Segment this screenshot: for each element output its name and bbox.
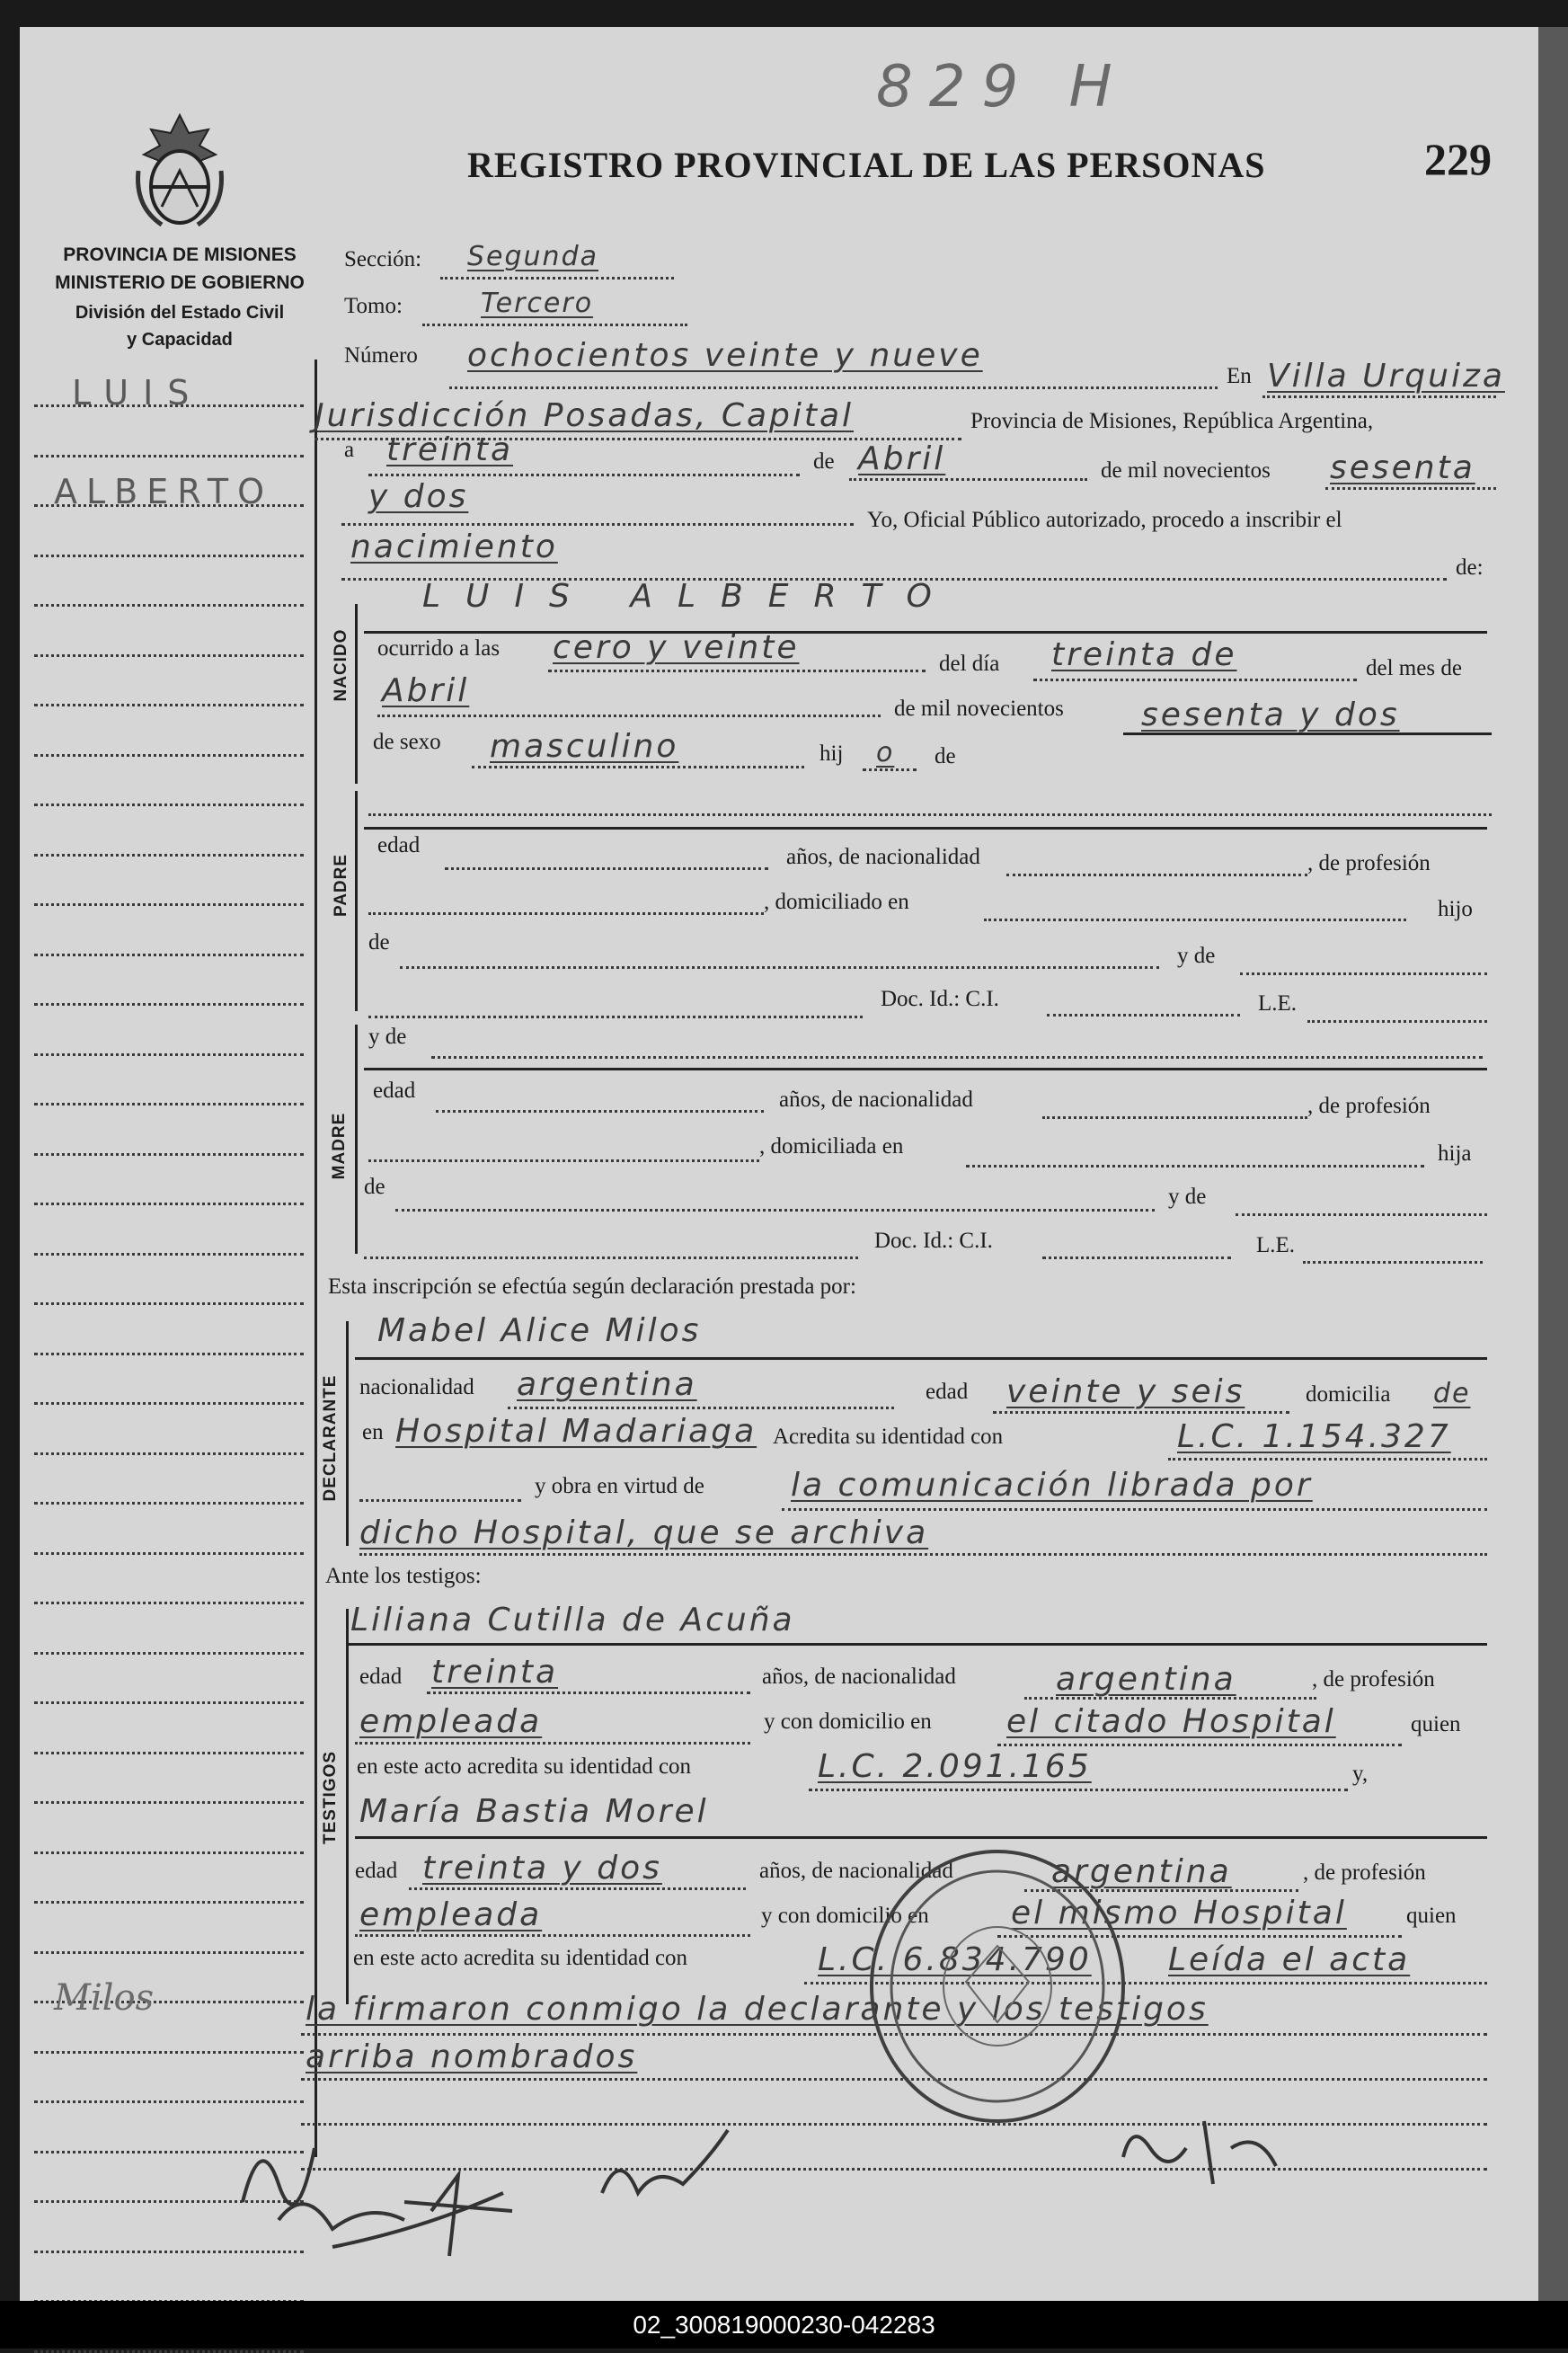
a-line	[368, 474, 800, 476]
t1-domicilio-label: y con domicilio en	[764, 1709, 932, 1734]
padre-yde-line	[1240, 972, 1487, 975]
madre-yde-top-line	[431, 1056, 1483, 1059]
t2-prof-value: empleada	[359, 1896, 543, 1933]
t1-edad-value: treinta	[431, 1654, 559, 1691]
left-header-line-3: División del Estado Civil	[75, 303, 285, 323]
t1-nac-value: argentina	[1056, 1661, 1236, 1698]
margin-rule-line	[34, 1402, 304, 1405]
hora-line	[548, 670, 926, 672]
t2-quien-label: quien	[1406, 1904, 1457, 1928]
obra-label: y obra en virtud de	[535, 1474, 704, 1498]
nacido-de-label: de	[935, 744, 956, 768]
yo-text: Yo, Oficial Público autorizado, procedo a inscribir el	[867, 508, 1342, 532]
acredita-label: Acredita su identidad con	[773, 1425, 1004, 1449]
t1-id-value: L.C. 2.091.165	[818, 1748, 1092, 1785]
t2-domicilio-label: y con domicilio en	[761, 1904, 929, 1928]
nacido-mil-label: de mil novecientos	[894, 697, 1064, 721]
margin-rule-line	[34, 954, 304, 956]
madre-yde-line	[1236, 1213, 1487, 1216]
margin-rule-line	[34, 1752, 304, 1754]
declarante-intro: Esta inscripción se efectúa según declaración prestada por:	[328, 1274, 856, 1299]
t1-quien-label: quien	[1411, 1712, 1461, 1736]
acredita-value: L.C. 1.154.327	[1177, 1418, 1451, 1455]
t1-dom-value: el citado Hospital	[1006, 1703, 1336, 1740]
mes-label: del mes de	[1366, 656, 1462, 680]
nacido-name-line	[364, 631, 1487, 634]
margin-rule-line	[34, 1203, 304, 1205]
margin-rule-line	[34, 1003, 304, 1006]
declarante-name-value: Mabel Alice Milos	[377, 1312, 702, 1349]
margin-rule-line	[34, 804, 304, 806]
act-value: nacimiento	[350, 528, 558, 565]
padre-yde-label: y de	[1177, 944, 1216, 968]
left-header-line-1: PROVINCIA DE MISIONES	[63, 244, 297, 265]
margin-rule-line	[34, 654, 304, 657]
tomo-label: Tomo:	[344, 294, 403, 318]
margin-rule-line	[34, 1053, 304, 1056]
madre-prof-line	[368, 1159, 759, 1162]
margin-rule-line	[34, 1253, 304, 1256]
nacido-section-label: NACIDO	[332, 628, 350, 702]
madre-le-label: L.E.	[1256, 1233, 1296, 1257]
seccion-line	[440, 277, 674, 280]
t1-name-value: Liliana Cutilla de Acuña	[350, 1602, 795, 1638]
declarante-edad-value: veinte y seis	[1006, 1373, 1245, 1410]
declarante-en-label: en	[362, 1420, 384, 1444]
padre-edad-line	[445, 867, 768, 870]
testigos-section-label: TESTIGOS	[321, 1750, 340, 1845]
mes-value: Abril	[382, 672, 470, 709]
numero-label: Número	[344, 343, 418, 368]
sexo-line	[472, 766, 804, 768]
year-value: sesenta	[1330, 449, 1475, 486]
page-number: 229	[1424, 134, 1492, 184]
madre-yde-label: y de	[1168, 1185, 1207, 1209]
madre-hija-label: hija	[1438, 1141, 1472, 1166]
margin-divider	[314, 360, 317, 2157]
t1-prof-value: empleada	[359, 1703, 543, 1740]
madre-dom-line	[966, 1165, 1424, 1168]
padre-profesion-label: , de profesión	[1307, 851, 1431, 875]
tomo-line	[422, 324, 687, 326]
t1-nac-line	[1024, 1697, 1316, 1700]
t2-dom-value: el mismo Hospital	[1011, 1895, 1347, 1931]
nacido-end-line	[364, 827, 1487, 830]
t1-anios-label: años, de nacionalidad	[762, 1665, 956, 1689]
margin-rule-line	[34, 604, 304, 607]
padre-anios-label: años, de nacionalidad	[786, 845, 980, 869]
t2-profesion-label: , de profesión	[1303, 1860, 1426, 1885]
year-cont-value: y dos	[368, 478, 469, 515]
left-header-line-2: MINISTERIO DE GOBIERNO	[55, 272, 305, 293]
margin-rule-line	[34, 1552, 304, 1555]
margin-rule-line	[34, 1353, 304, 1355]
padre-de-line	[400, 966, 1159, 969]
declarante-edad-line	[993, 1411, 1289, 1414]
t2-anios-label: años, de nacionalidad	[759, 1859, 953, 1883]
left-header-line-4: y Capacidad	[127, 330, 233, 350]
margin-rule-line	[34, 1103, 304, 1105]
padre-hijo-label: hijo	[1438, 897, 1473, 921]
year-line	[1325, 487, 1496, 490]
obra-line	[782, 1508, 1487, 1511]
t1-id-line	[809, 1789, 1348, 1791]
obra-prefix-line	[359, 1499, 521, 1502]
declarante-section-label: DECLARANTE	[321, 1374, 340, 1502]
binding-edge	[1538, 27, 1568, 2301]
mes-line	[377, 715, 881, 717]
t1-acredita-label: en este acto acredita su identidad con	[357, 1754, 692, 1779]
dia-value: treinta de	[1051, 636, 1237, 673]
margin-rule-line	[34, 1502, 304, 1505]
t2-after-value: Leída el acta	[1168, 1941, 1411, 1978]
t2-edad-label: edad	[355, 1859, 398, 1883]
margin-rule-line	[34, 1801, 304, 1804]
tomo-value: Tercero	[481, 288, 594, 319]
nacionalidad-value: argentina	[517, 1366, 697, 1403]
testigos-bracket	[346, 1609, 349, 2004]
provincia-text: Provincia de Misiones, República Argentina,	[970, 409, 1374, 433]
closing-line-2: arriba nombrados	[306, 2038, 638, 2075]
padre-le-line	[1307, 1020, 1487, 1023]
hora-value: cero y veinte	[553, 629, 800, 666]
t1-edad-line	[427, 1691, 750, 1694]
t1-y-label: y,	[1352, 1762, 1369, 1786]
margin-rule-line	[34, 2350, 304, 2353]
padre-ci-line	[1047, 1014, 1240, 1017]
mil-label: de mil novecientos	[1101, 458, 1271, 483]
numero-line	[449, 386, 1218, 389]
madre-de-line	[395, 1209, 1155, 1212]
de-line	[849, 478, 1087, 481]
nacido-name-value: LUIS ALBERTO	[422, 578, 957, 615]
t1-name-line	[346, 1643, 1487, 1646]
testigos-intro: Ante los testigos:	[325, 1564, 482, 1588]
madre-yde-top-label: y de	[368, 1025, 407, 1049]
page-title: REGISTRO PROVINCIAL DE LAS PERSONAS	[467, 145, 1266, 185]
place-line-value: Jurisdicción Posadas, Capital	[314, 397, 855, 434]
madre-top-line	[364, 1068, 1487, 1070]
obra-cont-value: dicho Hospital, que se archiva	[359, 1514, 929, 1551]
madre-edad-label: edad	[373, 1079, 416, 1103]
margin-signature: Milos	[54, 1977, 155, 2019]
madre-le-line	[1303, 1261, 1483, 1264]
padre-doc-label: Doc. Id.: C.I.	[881, 987, 999, 1011]
margin-rule-line	[34, 455, 304, 457]
official-seal-icon	[867, 1847, 1128, 2126]
t1-profesion-label: , de profesión	[1312, 1667, 1435, 1691]
padre-dom-line	[984, 919, 1406, 921]
signature-group	[225, 2094, 746, 2274]
t2-name-line	[355, 1836, 1487, 1839]
padre-de-label: de	[368, 930, 390, 955]
nacido-bracket	[355, 604, 358, 784]
padre-edad-label: edad	[377, 833, 421, 857]
madre-edad-line	[436, 1110, 764, 1113]
declarante-name-line	[355, 1357, 1487, 1360]
margin-rule-line	[34, 2051, 304, 2054]
de-value: Abril	[858, 440, 946, 477]
padre-doc-line	[368, 1016, 863, 1018]
margin-rule-line	[34, 1302, 304, 1305]
padre-domiciliado-label: , domiciliado en	[764, 890, 909, 914]
anio-line	[1123, 733, 1492, 735]
declarante-en-value: Hospital Madariaga	[395, 1413, 757, 1450]
seccion-label: Sección:	[344, 247, 422, 271]
declarante-edad-label: edad	[926, 1380, 969, 1404]
t2-nac-value: argentina	[1051, 1853, 1232, 1890]
de-end-label: de:	[1456, 555, 1484, 580]
margin-rule-line	[34, 555, 304, 557]
closing-line-1: la firmaron conmigo la declarante y los testigos	[306, 1991, 1209, 2028]
declarante-bracket	[346, 1321, 349, 1546]
en-value: Villa Urquiza	[1267, 358, 1505, 395]
numero-value: ochocientos veinte y nueve	[467, 337, 983, 374]
hij-line	[863, 768, 917, 771]
madre-doc-label: Doc. Id.: C.I.	[874, 1229, 993, 1253]
seccion-value: Segunda	[467, 241, 598, 272]
nacido-parents-line	[368, 813, 1492, 816]
dia-line	[1033, 679, 1357, 681]
margin-rule-line	[34, 1701, 304, 1704]
padre-le-label: L.E.	[1258, 991, 1298, 1016]
madre-domiciliada-label: , domiciliada en	[759, 1134, 904, 1159]
hij-value: o	[876, 737, 895, 768]
a-value: treinta	[386, 431, 514, 468]
margin-rule-line	[34, 1452, 304, 1455]
en-label: En	[1227, 364, 1252, 388]
padre-nac-line	[1006, 874, 1307, 876]
margin-rule-line	[34, 903, 304, 906]
dia-label: del día	[939, 652, 1000, 676]
madre-doc-line	[364, 1256, 858, 1259]
margin-rule-line	[34, 704, 304, 706]
t2-name-value: María Bastia Morel	[359, 1793, 709, 1830]
margin-name-1: LUIS	[72, 373, 204, 413]
obra-value: la comunicación librada por	[791, 1467, 1313, 1504]
nacionalidad-label: nacionalidad	[359, 1375, 474, 1399]
domicilia-label: domicilia	[1306, 1382, 1391, 1407]
padre-bracket	[355, 791, 358, 1011]
en-line	[1262, 395, 1496, 398]
madre-section-label: MADRE	[330, 1112, 349, 1180]
ocurrido-label: ocurrido a las	[377, 636, 501, 661]
t1-edad-label: edad	[359, 1665, 403, 1689]
margin-rule-line	[34, 1851, 304, 1854]
t2-id-value: L.C. 6.834.790	[818, 1941, 1092, 1978]
nacionalidad-line	[508, 1407, 894, 1409]
sexo-label: de sexo	[373, 730, 441, 754]
padre-section-label: PADRE	[332, 853, 350, 918]
obra-cont-line	[359, 1553, 1487, 1556]
madre-profesion-label: , de profesión	[1307, 1094, 1431, 1118]
top-note: 829 H	[876, 54, 1129, 120]
margin-rule-line	[34, 754, 304, 757]
official-signature	[1105, 2094, 1285, 2193]
madre-anios-label: años, de nacionalidad	[779, 1088, 973, 1112]
margin-name-2: ALBERTO	[54, 472, 274, 511]
t2-prof-line	[355, 1934, 750, 1937]
madre-de-label: de	[364, 1175, 385, 1199]
madre-bracket	[355, 1025, 358, 1254]
t2-edad-line	[409, 1887, 746, 1890]
anio-value: sesenta y dos	[1141, 697, 1400, 733]
coat-of-arms-icon	[126, 108, 234, 234]
margin-rule-line	[34, 1901, 304, 1904]
t1-prof-line	[355, 1742, 750, 1745]
t2-acredita-label: en este acto acredita su identidad con	[353, 1946, 688, 1970]
margin-rule-line	[34, 1652, 304, 1655]
a-label: a	[344, 438, 355, 462]
margin-rule-line	[34, 854, 304, 857]
year-cont-line	[341, 523, 854, 526]
hij-label: hij	[819, 741, 844, 766]
margin-rule-line	[34, 1951, 304, 1954]
madre-ci-line	[1042, 1256, 1231, 1259]
footer-ref: 02_300819000230-042283	[0, 2301, 1568, 2349]
padre-prof-line	[368, 912, 764, 915]
sexo-value: masculino	[490, 728, 679, 765]
acredita-line	[1168, 1458, 1487, 1461]
margin-rule-line	[34, 1153, 304, 1156]
t2-edad-value: treinta y dos	[422, 1850, 662, 1887]
domicilia-value: de	[1433, 1378, 1471, 1409]
de-label: de	[813, 449, 835, 474]
t1-dom-line	[997, 1744, 1402, 1746]
margin-rule-line	[34, 1602, 304, 1604]
madre-nac-line	[1042, 1116, 1307, 1119]
